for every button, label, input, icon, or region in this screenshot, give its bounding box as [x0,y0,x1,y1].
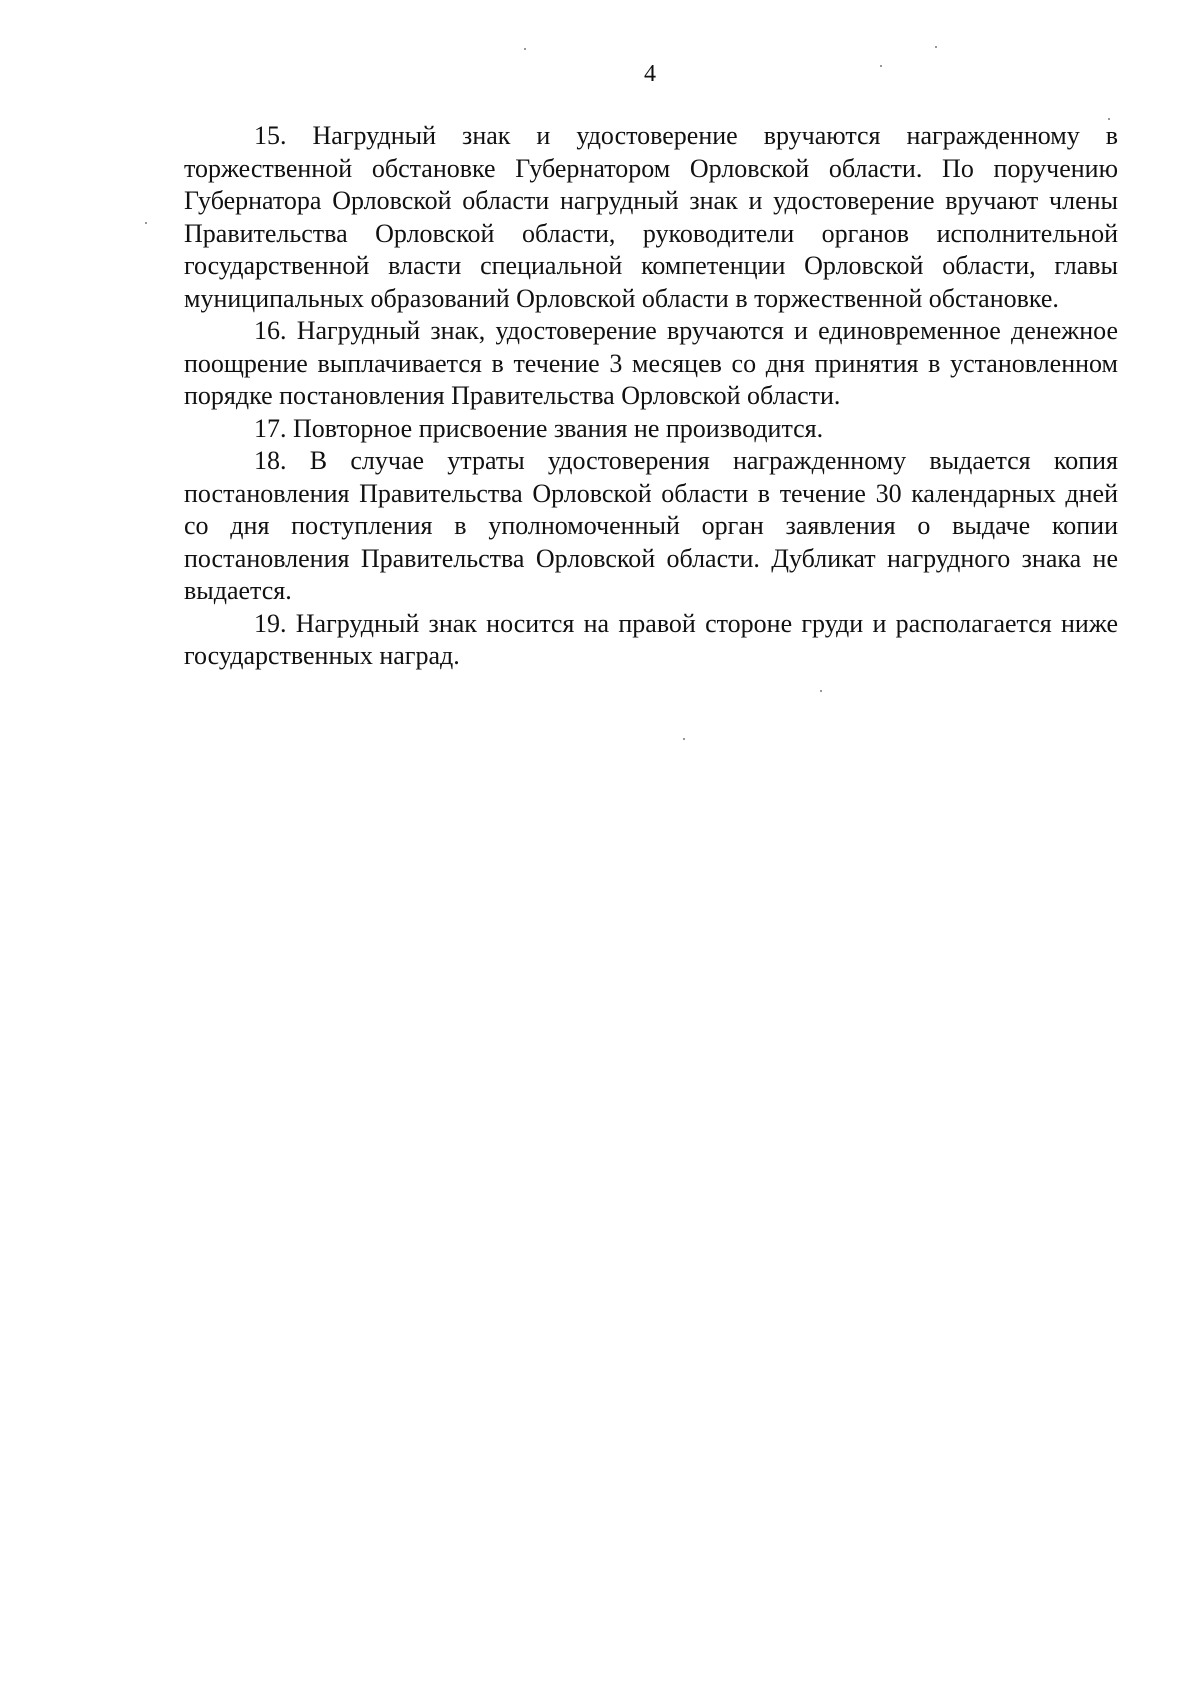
scan-speck [880,65,882,67]
paragraph-18: 18. В случае утраты удостоверения награжденному выдается копия постановления Правительства Орловской области в течение 30 календарных дней со дня поступления в уполномоченный орган заявления о выдаче копии постановления Правительства Орловской области. Дубликат нагрудного знака не выдается. [184,446,1118,605]
page-number: 4 [644,61,656,87]
paragraph-15: 15. Нагрудный знак и удостоверение вручаются награжденному в торжественной обстановке Губернатором Орловской области. По поручению Губернатора Орловской области нагрудный знак и удостоверение вручают члены Правительства Орловской области, руководители органов исполнительной государственной власти специальной компетенции Орловской области, главы муниципальных образований Орловской области в торжественной обстановке. [184,121,1118,313]
document-body [184,120,1118,673]
paragraph-17: 17. Повторное присвоение звания не производится. [254,413,824,443]
scan-speck [524,48,526,50]
scan-speck [683,738,685,740]
scan-speck [820,690,822,692]
scan-speck [935,46,937,48]
paragraph-19: 19. Нагрудный знак носится на правой стороне груди и располагается ниже государственных наград. [184,608,1118,670]
paragraph-16: 16. Нагрудный знак, удостоверение вручаются и единовременное денежное поощрение выплачивается в течение 3 месяцев со дня принятия в установленном порядке постановления Правительства Орловской области. [184,316,1118,410]
scan-speck [1108,118,1110,120]
scan-speck [145,222,147,224]
